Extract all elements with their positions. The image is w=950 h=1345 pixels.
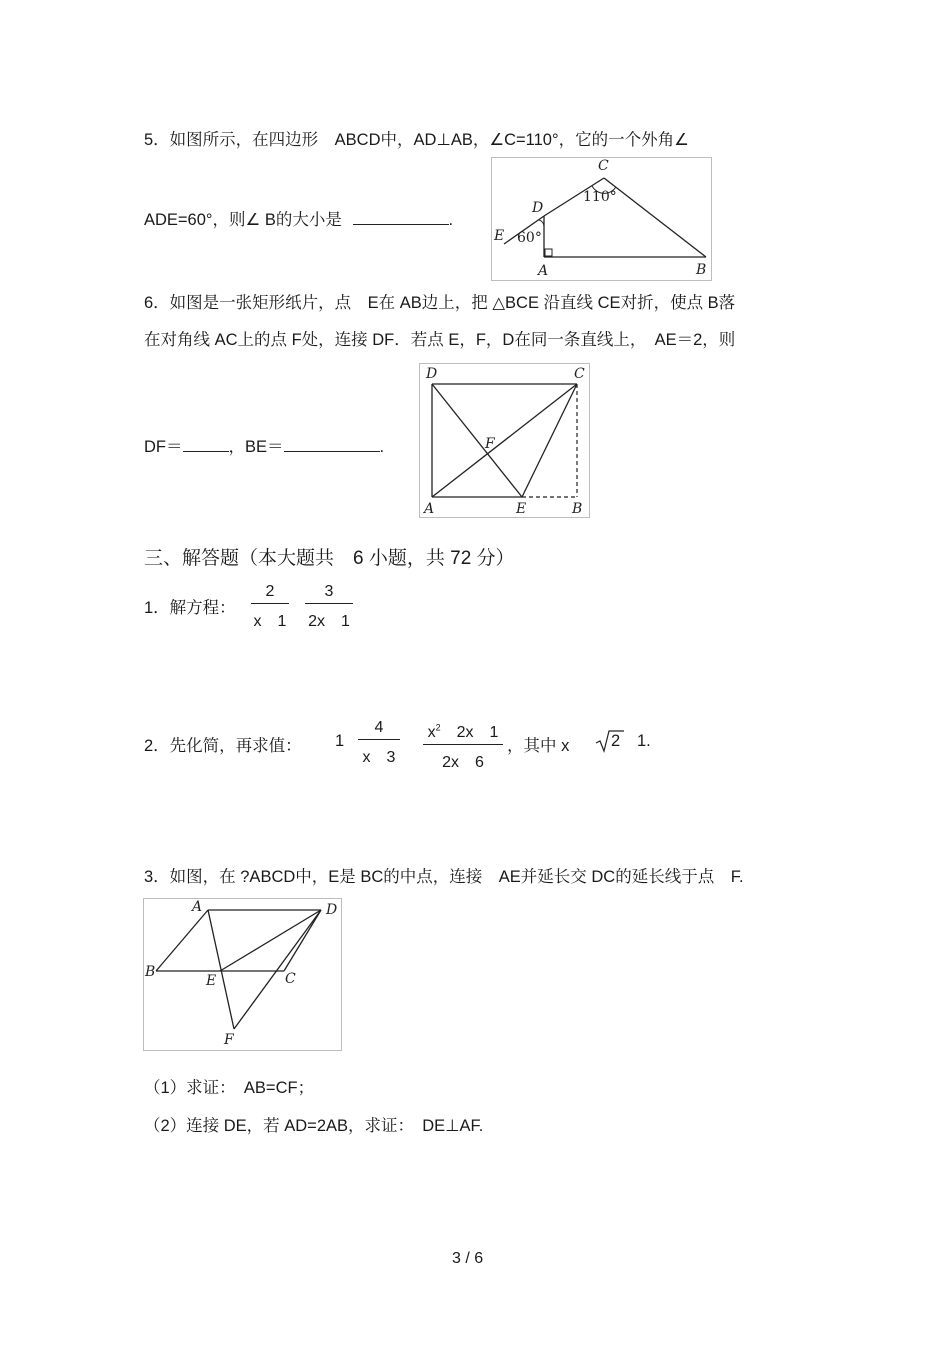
q6-be-blank[interactable] (284, 437, 380, 452)
q5-line2 (144, 206, 453, 230)
p2-frac2-den: 2x 6 (442, 754, 484, 771)
q6-label-C: C (574, 366, 585, 382)
q6-line2: 在对角线 AC上的点 F处，连接 DF．若点 E，F，D在同一条直线上， AE＝2，则 (144, 331, 736, 349)
p3-label-E: E (206, 973, 217, 989)
p2-label: 2．先化简，再求值： (144, 737, 302, 755)
p3-part1: （1）求证： AB=CF； (144, 1079, 315, 1097)
q5-label-C: C (598, 158, 609, 174)
p1-frac2-num: 3 (305, 583, 353, 604)
p3-label-F: F (224, 1032, 234, 1048)
p3-label-C: C (285, 971, 296, 987)
p1-frac1-num: 2 (251, 583, 289, 604)
p3-label-A: A (192, 899, 203, 915)
p3-label-D: D (326, 902, 338, 918)
p2-one: 1 (335, 732, 345, 750)
q6-df-blank[interactable] (183, 437, 229, 452)
q5-figure (491, 157, 712, 281)
q6-label-B: B (572, 501, 583, 517)
p3-label-B: B (145, 964, 156, 980)
q6-line1: 6．如图是一张矩形纸片，点 E在 AB边上，把 △BCE 沿直线 CE对折，使点 B落 (144, 294, 736, 312)
p3-figure (143, 898, 342, 1051)
q6-figure (419, 363, 590, 518)
q5-label-B: B (696, 262, 707, 278)
q6-answer-line (144, 433, 384, 457)
q5-line1: 5．如图所示，在四边形 ABCD中，AD⊥AB，∠C=110°，它的一个外角∠ (144, 131, 689, 149)
p2-fraction-1 (358, 719, 400, 767)
p1-fraction-1 (251, 583, 289, 631)
q6-label-D: D (426, 366, 438, 382)
page-number: 3 / 6 (452, 1250, 484, 1267)
p2-sqrt-value: 2 (611, 732, 621, 750)
p3-part2: （2）连接 DE，若 AD=2AB，求证： DE⊥AF. (144, 1117, 484, 1135)
q5-label-D: D (532, 200, 544, 216)
p1-fraction-2 (305, 583, 353, 631)
p2-fraction-2 (423, 719, 503, 772)
q6-end: . (379, 438, 385, 456)
q5-line2-text: ADE=60°，则∠ B的大小是 (144, 211, 342, 229)
q6-df-label: DF＝ (144, 438, 183, 456)
q5-end: . (448, 211, 454, 229)
p2-frac2-num (423, 719, 503, 745)
q5-label-E: E (494, 228, 505, 244)
p2-frac2-sup: 2 (435, 722, 441, 733)
p2-frac1-den: x 3 (362, 749, 396, 766)
p2-tail: 1. (637, 732, 651, 750)
q6-label-F: F (485, 436, 495, 452)
q5-label-A: A (538, 263, 549, 279)
q6-be-label: ，BE＝ (228, 438, 284, 456)
q5-angle-d: 60° (517, 230, 542, 246)
q6-label-E: E (516, 501, 527, 517)
p1-frac2-den: 2x 1 (308, 613, 350, 630)
p2-frac2-rest: 2x 1 (440, 724, 499, 741)
p2-where: ，其中 x (507, 737, 570, 755)
p1-label: 1．解方程： (144, 599, 236, 617)
q5-angle-c: 110° (583, 189, 617, 205)
section-3-title: 三、解答题（本大题共 6 小题，共 72 分） (144, 548, 515, 569)
p2-frac2-x: x (427, 724, 436, 741)
p2-frac1-num: 4 (358, 719, 400, 740)
q6-label-A: A (424, 501, 435, 517)
p1-frac1-den: x 1 (253, 613, 287, 630)
q5-answer-blank[interactable] (353, 210, 449, 225)
p3-text: 3．如图，在 ?ABCD中，E是 BC的中点，连接 AE并延长交 DC的延长线于点 F. (144, 868, 744, 886)
